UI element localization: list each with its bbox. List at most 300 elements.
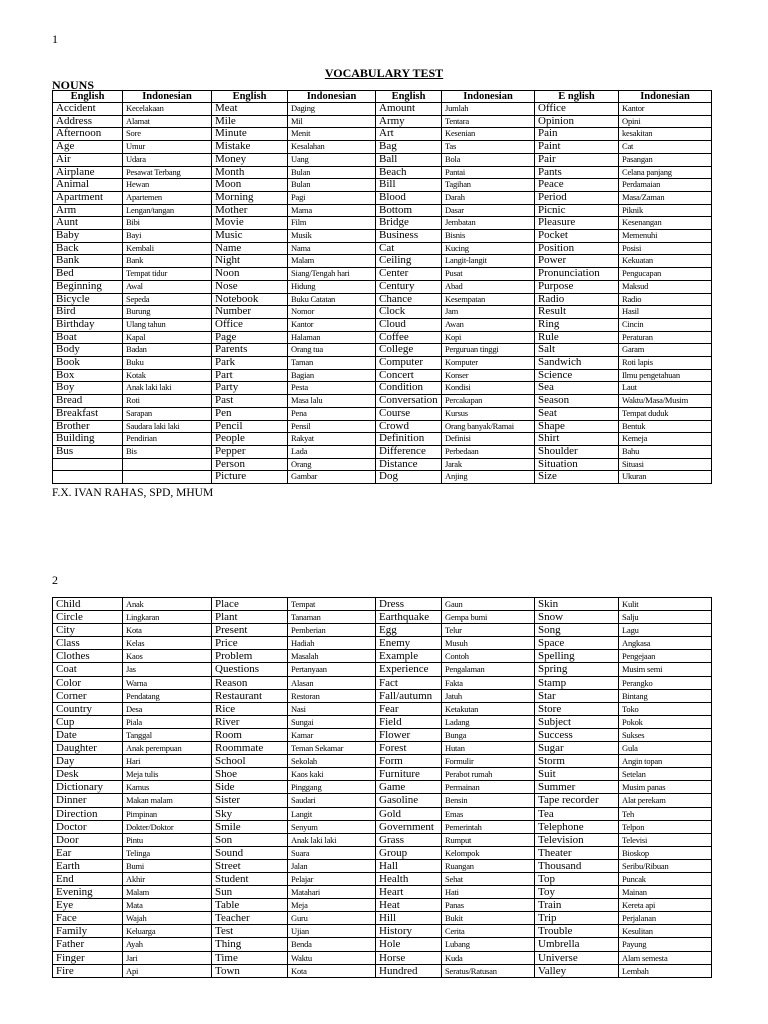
- indonesian-word-cell: Guru: [288, 912, 376, 925]
- english-word-cell: Ear: [53, 846, 123, 859]
- indonesian-word-cell: Fakta: [442, 676, 535, 689]
- indonesian-word-cell: Bahu: [619, 445, 712, 458]
- english-word-cell: [53, 471, 123, 484]
- indonesian-word-cell: Daging: [288, 103, 376, 116]
- indonesian-word-cell: Pesawat Terbang: [123, 166, 212, 179]
- indonesian-word-cell: kesakitan: [619, 128, 712, 141]
- indonesian-word-cell: Sore: [123, 128, 212, 141]
- indonesian-word-cell: Kelas: [123, 637, 212, 650]
- indonesian-word-cell: Radio: [619, 293, 712, 306]
- english-word-cell: Office: [535, 103, 619, 116]
- english-word-cell: Space: [535, 637, 619, 650]
- english-word-cell: Father: [53, 938, 123, 951]
- indonesian-word-cell: Desa: [123, 702, 212, 715]
- indonesian-word-cell: Bukit: [442, 912, 535, 925]
- english-word-cell: Definition: [376, 433, 442, 446]
- english-word-cell: Coat: [53, 663, 123, 676]
- indonesian-word-cell: Teman Sekamar: [288, 742, 376, 755]
- indonesian-word-cell: Film: [288, 217, 376, 230]
- indonesian-word-cell: Nasi: [288, 702, 376, 715]
- indonesian-word-cell: Ladang: [442, 715, 535, 728]
- indonesian-word-cell: Formulir: [442, 755, 535, 768]
- indonesian-word-cell: Perabot rumah: [442, 768, 535, 781]
- indonesian-word-cell: Kopi: [442, 331, 535, 344]
- indonesian-word-cell: Alasan: [288, 676, 376, 689]
- indonesian-word-cell: Posisi: [619, 242, 712, 255]
- indonesian-word-cell: Salju: [619, 611, 712, 624]
- indonesian-word-cell: Kesempatan: [442, 293, 535, 306]
- english-word-cell: Thousand: [535, 859, 619, 872]
- indonesian-word-cell: Kekuatan: [619, 255, 712, 268]
- column-header: Indonesian: [442, 91, 535, 103]
- english-word-cell: Parents: [212, 344, 288, 357]
- english-word-cell: [53, 458, 123, 471]
- indonesian-word-cell: Lembah: [619, 964, 712, 977]
- english-word-cell: Music: [212, 230, 288, 243]
- english-word-cell: Fire: [53, 964, 123, 977]
- english-word-cell: Shoulder: [535, 445, 619, 458]
- page-number: 1: [52, 32, 58, 46]
- indonesian-word-cell: Tanggal: [123, 728, 212, 741]
- indonesian-word-cell: Opini: [619, 115, 712, 128]
- indonesian-word-cell: [123, 471, 212, 484]
- indonesian-word-cell: Saudari: [288, 794, 376, 807]
- indonesian-word-cell: Teh: [619, 807, 712, 820]
- table-row: [53, 357, 712, 370]
- indonesian-word-cell: Pendirian: [123, 433, 212, 446]
- indonesian-word-cell: Mainan: [619, 886, 712, 899]
- indonesian-word-cell: Contoh: [442, 650, 535, 663]
- indonesian-word-cell: Rakyat: [288, 433, 376, 446]
- indonesian-word-cell: Taman: [288, 357, 376, 370]
- indonesian-word-cell: Ukuran: [619, 471, 712, 484]
- indonesian-word-cell: Masalah: [288, 650, 376, 663]
- indonesian-word-cell: Orang banyak/Ramai: [442, 420, 535, 433]
- indonesian-word-cell: Angin topan: [619, 755, 712, 768]
- indonesian-word-cell: Kapal: [123, 331, 212, 344]
- indonesian-word-cell: Bintang: [619, 689, 712, 702]
- english-word-cell: Example: [376, 650, 442, 663]
- english-word-cell: Bicycle: [53, 293, 123, 306]
- table-row: [53, 230, 712, 243]
- table-row: [53, 846, 712, 859]
- english-word-cell: Dinner: [53, 794, 123, 807]
- indonesian-word-cell: Mama: [288, 204, 376, 217]
- indonesian-word-cell: Kantor: [288, 318, 376, 331]
- table-row: [53, 471, 712, 484]
- english-word-cell: Hole: [376, 938, 442, 951]
- english-word-cell: Party: [212, 382, 288, 395]
- page-number: 2: [52, 573, 58, 587]
- indonesian-word-cell: Waktu/Masa/Musim: [619, 395, 712, 408]
- table-row: [53, 153, 712, 166]
- english-word-cell: Box: [53, 369, 123, 382]
- indonesian-word-cell: Langit: [288, 807, 376, 820]
- english-word-cell: Conversation: [376, 395, 442, 408]
- indonesian-word-cell: Kecelakaan: [123, 103, 212, 116]
- table-row: [53, 886, 712, 899]
- table-row: [53, 445, 712, 458]
- indonesian-word-cell: Telinga: [123, 846, 212, 859]
- english-word-cell: Teacher: [212, 912, 288, 925]
- english-word-cell: Center: [376, 268, 442, 281]
- english-word-cell: Bill: [376, 179, 442, 192]
- english-word-cell: Art: [376, 128, 442, 141]
- english-word-cell: Afternoon: [53, 128, 123, 141]
- indonesian-word-cell: Panas: [442, 899, 535, 912]
- english-word-cell: Business: [376, 230, 442, 243]
- indonesian-word-cell: Pinggang: [288, 781, 376, 794]
- english-word-cell: Shirt: [535, 433, 619, 446]
- indonesian-word-cell: Matahari: [288, 886, 376, 899]
- english-word-cell: Peace: [535, 179, 619, 192]
- indonesian-word-cell: Orang: [288, 458, 376, 471]
- english-word-cell: Train: [535, 899, 619, 912]
- english-word-cell: Finger: [53, 951, 123, 964]
- table-row: [53, 191, 712, 204]
- english-word-cell: Flower: [376, 728, 442, 741]
- indonesian-word-cell: Umur: [123, 141, 212, 154]
- table-row: [53, 306, 712, 319]
- indonesian-word-cell: [123, 458, 212, 471]
- english-word-cell: Snow: [535, 611, 619, 624]
- english-word-cell: Bank: [53, 255, 123, 268]
- indonesian-word-cell: Benda: [288, 938, 376, 951]
- section-heading: NOUNS: [52, 78, 95, 92]
- indonesian-word-cell: Garam: [619, 344, 712, 357]
- indonesian-word-cell: Burung: [123, 306, 212, 319]
- english-word-cell: Shape: [535, 420, 619, 433]
- indonesian-word-cell: Payung: [619, 938, 712, 951]
- indonesian-word-cell: Tagihan: [442, 179, 535, 192]
- indonesian-word-cell: Hewan: [123, 179, 212, 192]
- english-word-cell: Cup: [53, 715, 123, 728]
- english-word-cell: Dress: [376, 598, 442, 611]
- english-word-cell: Size: [535, 471, 619, 484]
- indonesian-word-cell: Kesenian: [442, 128, 535, 141]
- indonesian-word-cell: Masa/Zaman: [619, 191, 712, 204]
- english-word-cell: Ring: [535, 318, 619, 331]
- indonesian-word-cell: Gambar: [288, 471, 376, 484]
- english-word-cell: Sky: [212, 807, 288, 820]
- english-word-cell: Hall: [376, 859, 442, 872]
- english-word-cell: Animal: [53, 179, 123, 192]
- table-row: [53, 912, 712, 925]
- indonesian-word-cell: Alam semesta: [619, 951, 712, 964]
- english-word-cell: Army: [376, 115, 442, 128]
- indonesian-word-cell: Jarak: [442, 458, 535, 471]
- indonesian-word-cell: Wajah: [123, 912, 212, 925]
- english-word-cell: Seat: [535, 407, 619, 420]
- english-word-cell: Forest: [376, 742, 442, 755]
- indonesian-word-cell: Pengalaman: [442, 663, 535, 676]
- english-word-cell: Chance: [376, 293, 442, 306]
- indonesian-word-cell: Pokok: [619, 715, 712, 728]
- english-word-cell: Child: [53, 598, 123, 611]
- english-word-cell: Person: [212, 458, 288, 471]
- indonesian-word-cell: Bensin: [442, 794, 535, 807]
- indonesian-word-cell: Bola: [442, 153, 535, 166]
- english-word-cell: Name: [212, 242, 288, 255]
- english-word-cell: Page: [212, 331, 288, 344]
- english-word-cell: Student: [212, 872, 288, 885]
- indonesian-word-cell: Udara: [123, 153, 212, 166]
- indonesian-word-cell: Tempat: [288, 598, 376, 611]
- column-header: English: [53, 91, 123, 103]
- indonesian-word-cell: Bis: [123, 445, 212, 458]
- english-word-cell: Roommate: [212, 742, 288, 755]
- indonesian-word-cell: Darah: [442, 191, 535, 204]
- english-word-cell: Picnic: [535, 204, 619, 217]
- english-word-cell: Money: [212, 153, 288, 166]
- indonesian-word-cell: Pertanyaan: [288, 663, 376, 676]
- english-word-cell: Radio: [535, 293, 619, 306]
- indonesian-word-cell: Meja: [288, 899, 376, 912]
- english-word-cell: Pepper: [212, 445, 288, 458]
- english-word-cell: Success: [535, 728, 619, 741]
- english-word-cell: Direction: [53, 807, 123, 820]
- english-word-cell: Store: [535, 702, 619, 715]
- english-word-cell: Coffee: [376, 331, 442, 344]
- english-word-cell: Star: [535, 689, 619, 702]
- indonesian-word-cell: Masa lalu: [288, 395, 376, 408]
- english-word-cell: College: [376, 344, 442, 357]
- english-word-cell: Part: [212, 369, 288, 382]
- english-word-cell: Reason: [212, 676, 288, 689]
- english-word-cell: Street: [212, 859, 288, 872]
- indonesian-word-cell: Bumi: [123, 859, 212, 872]
- english-word-cell: Table: [212, 899, 288, 912]
- english-word-cell: Subject: [535, 715, 619, 728]
- table-row: [53, 899, 712, 912]
- indonesian-word-cell: Perdamaian: [619, 179, 712, 192]
- english-word-cell: Color: [53, 676, 123, 689]
- indonesian-word-cell: Anak laki laki: [288, 833, 376, 846]
- english-word-cell: Morning: [212, 191, 288, 204]
- indonesian-word-cell: Abad: [442, 280, 535, 293]
- english-word-cell: Class: [53, 637, 123, 650]
- english-word-cell: Amount: [376, 103, 442, 116]
- table-row: [53, 951, 712, 964]
- indonesian-word-cell: Pagi: [288, 191, 376, 204]
- column-header: Indonesian: [123, 91, 212, 103]
- indonesian-word-cell: Musik: [288, 230, 376, 243]
- indonesian-word-cell: Kembali: [123, 242, 212, 255]
- table-row: [53, 820, 712, 833]
- english-word-cell: Mile: [212, 115, 288, 128]
- english-word-cell: Stamp: [535, 676, 619, 689]
- indonesian-word-cell: Keluarga: [123, 925, 212, 938]
- indonesian-word-cell: Ilmu pengetahuan: [619, 369, 712, 382]
- english-word-cell: Crowd: [376, 420, 442, 433]
- table-row: [53, 433, 712, 446]
- english-word-cell: Pair: [535, 153, 619, 166]
- english-word-cell: Earth: [53, 859, 123, 872]
- indonesian-word-cell: Bayi: [123, 230, 212, 243]
- indonesian-word-cell: Kesulitan: [619, 925, 712, 938]
- english-word-cell: Bed: [53, 268, 123, 281]
- english-word-cell: Mother: [212, 204, 288, 217]
- indonesian-word-cell: Kondisi: [442, 382, 535, 395]
- english-word-cell: Trip: [535, 912, 619, 925]
- english-word-cell: Meat: [212, 103, 288, 116]
- english-word-cell: Furniture: [376, 768, 442, 781]
- english-word-cell: Brother: [53, 420, 123, 433]
- vocabulary-table-page-1: [52, 90, 712, 484]
- indonesian-word-cell: Dasar: [442, 204, 535, 217]
- indonesian-word-cell: Ujian: [288, 925, 376, 938]
- indonesian-word-cell: Konser: [442, 369, 535, 382]
- english-word-cell: Evening: [53, 886, 123, 899]
- english-word-cell: Spelling: [535, 650, 619, 663]
- english-word-cell: Desk: [53, 768, 123, 781]
- table-row: [53, 318, 712, 331]
- indonesian-word-cell: Pengejaan: [619, 650, 712, 663]
- english-word-cell: Sound: [212, 846, 288, 859]
- english-word-cell: Pants: [535, 166, 619, 179]
- english-word-cell: Baby: [53, 230, 123, 243]
- indonesian-word-cell: Maksud: [619, 280, 712, 293]
- english-word-cell: Boat: [53, 331, 123, 344]
- english-word-cell: Door: [53, 833, 123, 846]
- english-word-cell: Summer: [535, 781, 619, 794]
- indonesian-word-cell: Telpon: [619, 820, 712, 833]
- table-row: [53, 369, 712, 382]
- table-row: [53, 141, 712, 154]
- english-word-cell: Sea: [535, 382, 619, 395]
- indonesian-word-cell: Jas: [123, 663, 212, 676]
- table-row: [53, 624, 712, 637]
- table-row: [53, 964, 712, 977]
- indonesian-word-cell: Perangko: [619, 676, 712, 689]
- english-word-cell: Pleasure: [535, 217, 619, 230]
- indonesian-word-cell: Piknik: [619, 204, 712, 217]
- table-row: [53, 755, 712, 768]
- indonesian-word-cell: Ayah: [123, 938, 212, 951]
- english-word-cell: Country: [53, 702, 123, 715]
- column-header: English: [376, 91, 442, 103]
- english-word-cell: Mistake: [212, 141, 288, 154]
- indonesian-word-cell: Jari: [123, 951, 212, 964]
- indonesian-word-cell: Mil: [288, 115, 376, 128]
- indonesian-word-cell: Gula: [619, 742, 712, 755]
- table-row: [53, 382, 712, 395]
- indonesian-word-cell: Bank: [123, 255, 212, 268]
- table-row: [53, 344, 712, 357]
- english-word-cell: People: [212, 433, 288, 446]
- english-word-cell: Dictionary: [53, 781, 123, 794]
- english-word-cell: Game: [376, 781, 442, 794]
- english-word-cell: Distance: [376, 458, 442, 471]
- indonesian-word-cell: Buku: [123, 357, 212, 370]
- indonesian-word-cell: Bagian: [288, 369, 376, 382]
- indonesian-word-cell: Perbedaan: [442, 445, 535, 458]
- english-word-cell: Corner: [53, 689, 123, 702]
- indonesian-word-cell: Halaman: [288, 331, 376, 344]
- author-footer: F.X. IVAN RAHAS, SPD, MHUM: [52, 487, 214, 499]
- indonesian-word-cell: Piala: [123, 715, 212, 728]
- indonesian-word-cell: Setelan: [619, 768, 712, 781]
- indonesian-word-cell: Lubang: [442, 938, 535, 951]
- indonesian-word-cell: Awal: [123, 280, 212, 293]
- indonesian-word-cell: Roti lapis: [619, 357, 712, 370]
- english-word-cell: Price: [212, 637, 288, 650]
- english-word-cell: Thing: [212, 938, 288, 951]
- indonesian-word-cell: Pesta: [288, 382, 376, 395]
- indonesian-word-cell: Situasi: [619, 458, 712, 471]
- english-word-cell: Son: [212, 833, 288, 846]
- english-word-cell: End: [53, 872, 123, 885]
- english-word-cell: Telephone: [535, 820, 619, 833]
- english-word-cell: Government: [376, 820, 442, 833]
- english-word-cell: Ball: [376, 153, 442, 166]
- english-word-cell: River: [212, 715, 288, 728]
- indonesian-word-cell: Saudara laki laki: [123, 420, 212, 433]
- english-word-cell: Nose: [212, 280, 288, 293]
- table-row: [53, 217, 712, 230]
- english-word-cell: Side: [212, 781, 288, 794]
- english-word-cell: Time: [212, 951, 288, 964]
- english-word-cell: Room: [212, 728, 288, 741]
- english-word-cell: Town: [212, 964, 288, 977]
- english-word-cell: Difference: [376, 445, 442, 458]
- indonesian-word-cell: Permainan: [442, 781, 535, 794]
- indonesian-word-cell: Anak perempuan: [123, 742, 212, 755]
- indonesian-word-cell: Cerita: [442, 925, 535, 938]
- indonesian-word-cell: Percakapan: [442, 395, 535, 408]
- table-row: [53, 807, 712, 820]
- indonesian-word-cell: Jalan: [288, 859, 376, 872]
- indonesian-word-cell: Warna: [123, 676, 212, 689]
- indonesian-word-cell: Kantor: [619, 103, 712, 116]
- table-row: [53, 458, 712, 471]
- table-row: [53, 702, 712, 715]
- english-word-cell: Gasoline: [376, 794, 442, 807]
- english-word-cell: Notebook: [212, 293, 288, 306]
- english-word-cell: Age: [53, 141, 123, 154]
- english-word-cell: Breakfast: [53, 407, 123, 420]
- english-word-cell: Movie: [212, 217, 288, 230]
- english-word-cell: Aunt: [53, 217, 123, 230]
- table-row: [53, 268, 712, 281]
- english-word-cell: Egg: [376, 624, 442, 637]
- english-word-cell: Opinion: [535, 115, 619, 128]
- table-row: [53, 689, 712, 702]
- english-word-cell: Bag: [376, 141, 442, 154]
- english-word-cell: Fear: [376, 702, 442, 715]
- indonesian-word-cell: Kereta api: [619, 899, 712, 912]
- english-word-cell: Sister: [212, 794, 288, 807]
- english-word-cell: Smile: [212, 820, 288, 833]
- english-word-cell: Back: [53, 242, 123, 255]
- english-word-cell: Concert: [376, 369, 442, 382]
- english-word-cell: Blood: [376, 191, 442, 204]
- english-word-cell: Universe: [535, 951, 619, 964]
- indonesian-word-cell: Musim semi: [619, 663, 712, 676]
- indonesian-word-cell: Kuda: [442, 951, 535, 964]
- indonesian-word-cell: Siang/Tengah hari: [288, 268, 376, 281]
- english-word-cell: Paint: [535, 141, 619, 154]
- english-word-cell: Picture: [212, 471, 288, 484]
- table-row: [53, 280, 712, 293]
- indonesian-word-cell: Televisi: [619, 833, 712, 846]
- indonesian-word-cell: Lingkaran: [123, 611, 212, 624]
- english-word-cell: Sugar: [535, 742, 619, 755]
- indonesian-word-cell: Pasangan: [619, 153, 712, 166]
- english-word-cell: Tape recorder: [535, 794, 619, 807]
- indonesian-word-cell: Kamar: [288, 728, 376, 741]
- english-word-cell: Day: [53, 755, 123, 768]
